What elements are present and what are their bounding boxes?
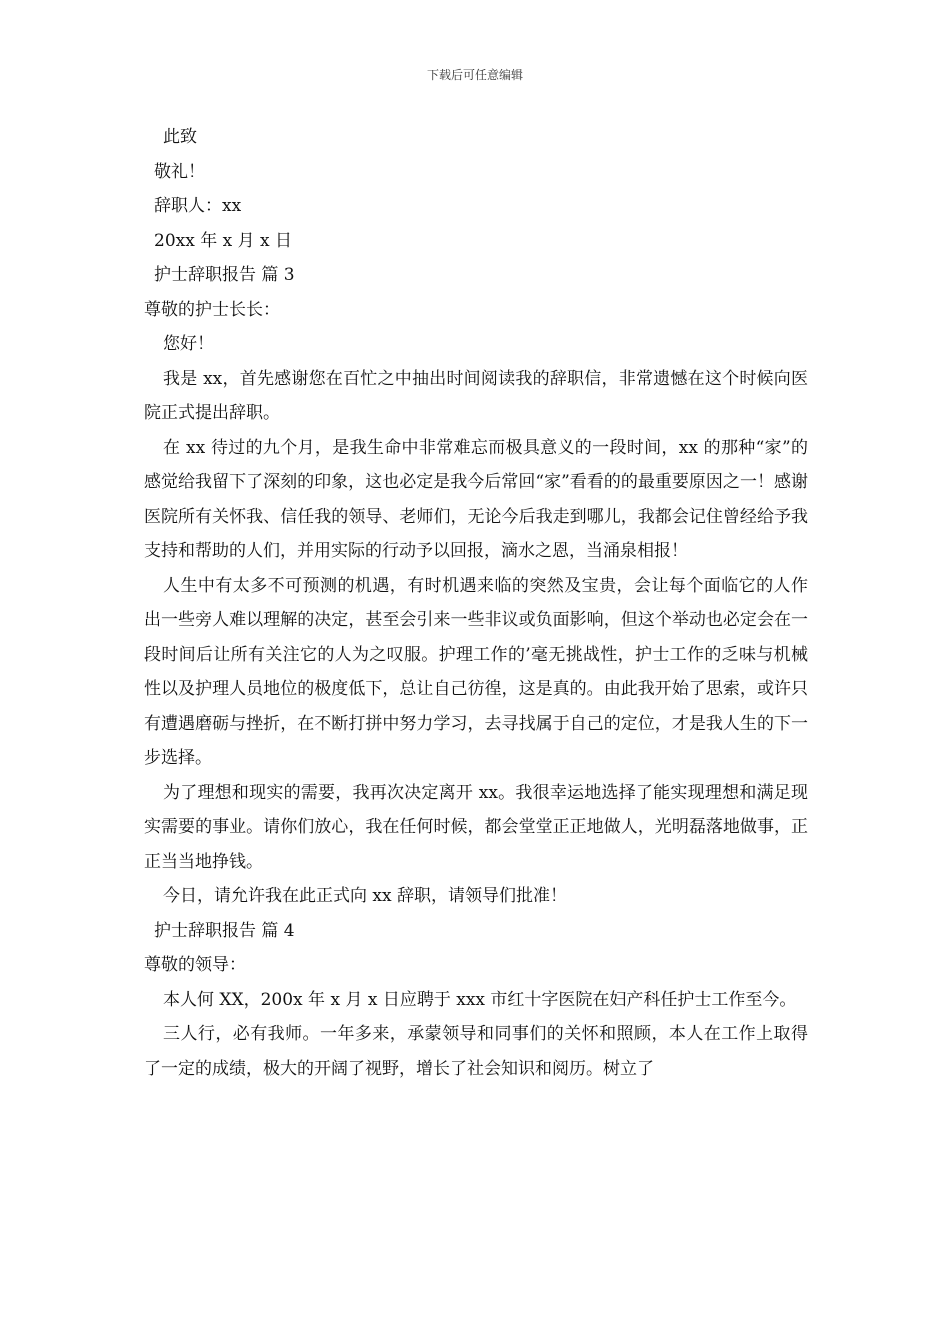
paragraph: 本人何 XX，200x 年 x 月 x 日应聘于 xxx 市红十字医院在妇产科任护士工作至今。	[163, 989, 797, 1010]
document-body	[144, 120, 808, 1086]
closing-line: 此致	[163, 127, 197, 147]
date-line: 20xx 年 x 月 x 日	[154, 230, 293, 251]
paragraph: 在 xx 待过的九个月，是我生命中非常难忘而极具意义的一段时间，xx 的那种“家”的感觉给我留下了深刻的印象，这也必定是我今后常回“家”看看的的最重要原因之一！感谢医院所有关怀我、信任我的领导、老师们，无论今后我走到哪儿，我都会记住曾经给予我支持和帮助的人们，并用实际的行动予以回报，滴水之恩，当涌泉相报！	[144, 437, 808, 561]
signature-line: 辞职人：xx	[154, 196, 242, 216]
salutation-line: 敬礼！	[154, 161, 205, 182]
paragraph: 为了理想和现实的需要，我再次决定离开 xx。我很幸运地选择了能实现理想和满足现实需要的事业。请你们放心，我在任何时候，都会堂堂正正地做人，光明磊落地做事，正正当当地挣钱。	[144, 782, 808, 872]
recipient-line: 尊敬的护士长长：	[144, 299, 280, 320]
page-header: 下载后可任意编辑	[426, 68, 523, 82]
paragraph: 我是 xx，首先感谢您在百忙之中抽出时间阅读我的辞职信，非常遗憾在这个时候向医院正式提出辞职。	[144, 368, 808, 423]
paragraph: 三人行，必有我师。一年多来，承蒙领导和同事们的关怀和照顾，本人在工作上取得了一定的成绩，极大的开阔了视野，增长了社会知识和阅历。树立了	[144, 1024, 808, 1079]
paragraph: 今日，请允许我在此正式向 xx 辞职，请领导们批准！	[163, 886, 567, 906]
section-title: 护士辞职报告 篇 4	[154, 920, 295, 941]
recipient-line: 尊敬的领导：	[144, 955, 246, 975]
paragraph: 人生中有太多不可预测的机遇，有时机遇来临的突然及宝贵，会让每个面临它的人作出一些旁人难以理解的决定，甚至会引来一些非议或负面影响，但这个举动也必定会在一段时间后让所有关注它的人为之叹服。护理工作的’毫无挑战性，护士工作的乏味与机械性以及护理人员地位的极度低下，总让自己彷徨，这是真的。由此我开始了思索，或许只有遭遇磨砺与挫折，在不断打拼中努力学习，去寻找属于自己的定位，才是我人生的下一步选择。	[144, 575, 808, 768]
greeting-line: 您好！	[163, 334, 214, 354]
section-title: 护士辞职报告 篇 3	[154, 265, 295, 285]
